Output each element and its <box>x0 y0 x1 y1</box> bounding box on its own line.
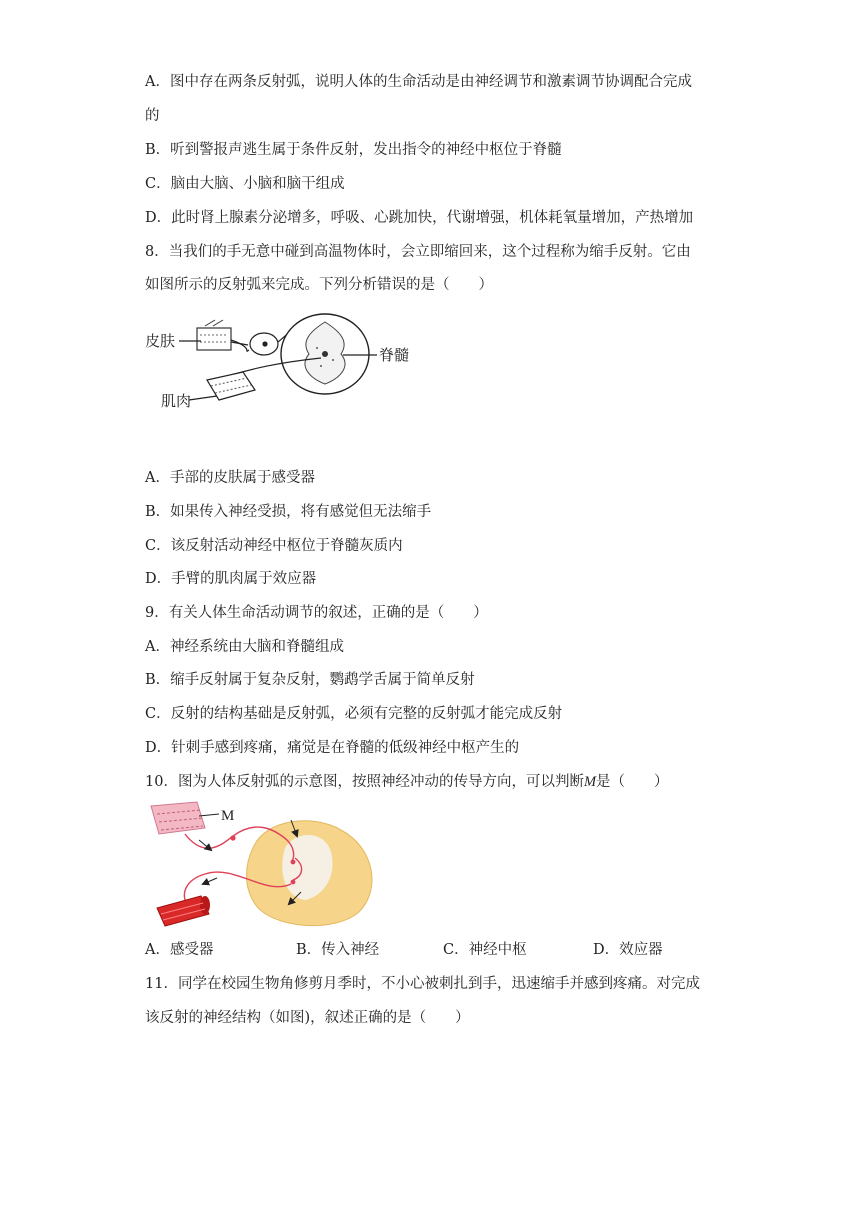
q9-stem: 9．有关人体生命活动调节的叙述，正确的是（ ） <box>145 605 488 621</box>
muscle-label: 肌肉 <box>161 392 192 410</box>
q10-options <box>145 940 725 960</box>
reflex-arc-figure-q8 <box>145 308 435 420</box>
reflex-arc-figure-q10 <box>145 800 385 930</box>
q10-stem-post: 是（ ） <box>596 774 669 790</box>
q10-option-b: B．传入神经 <box>296 942 380 958</box>
q10-stem-pre: 10．图为人体反射弧的示意图，按照神经冲动的传导方向，可以判断 <box>145 774 584 790</box>
q10-stem-variable: M <box>583 774 597 790</box>
skin-tissue-icon <box>151 802 205 834</box>
q7-option-c: C．脑由大脑、小脑和脑干组成 <box>145 176 345 192</box>
q9-option-b: B．缩手反射属于复杂反射，鹦鹉学舌属于简单反射 <box>145 672 475 688</box>
q8-stem-line2: 如图所示的反射弧来完成。下列分析错误的是（ ） <box>145 277 493 293</box>
q11-stem-line1: 11．同学在校园生物角修剪月季时，不小心被刺扎到手，迅速缩手并感到疼痛。对完成 <box>145 976 700 992</box>
q10-stem <box>145 772 669 792</box>
muscle-icon <box>157 896 210 926</box>
q8-option-a: A．手部的皮肤属于感受器 <box>145 470 315 486</box>
q10-option-d: D．效应器 <box>593 942 663 958</box>
q8-stem-line1: 8．当我们的手无意中碰到高温物体时，会立即缩回来，这个过程称为缩手反射。它由 <box>145 244 691 260</box>
q7-option-b: B．听到警报声逃生属于条件反射，发出指令的神经中枢位于脊髓 <box>145 142 562 158</box>
q11-stem-line2: 该反射的神经结构（如图)，叙述正确的是（ ） <box>145 1010 470 1026</box>
q7-option-a: A．图中存在两条反射弧，说明人体的生命活动是由神经调节和激素调节协调配合完成 <box>145 74 692 90</box>
q10-option-a: A．感受器 <box>145 942 214 958</box>
q9-option-d: D．针刺手感到疼痛，痛觉是在脊髓的低级神经中枢产生的 <box>145 740 520 756</box>
m-label: M <box>221 808 235 824</box>
q8-option-c: C．该反射活动神经中枢位于脊髓灰质内 <box>145 538 403 554</box>
spinal-cord-label: 脊髓 <box>379 346 410 364</box>
q9-option-a: A．神经系统由大脑和脊髓组成 <box>145 639 344 655</box>
skin-label: 皮肤 <box>145 332 176 350</box>
q7-option-a-continued: 的 <box>145 108 160 124</box>
q7-option-d: D．此时肾上腺素分泌增多，呼吸、心跳加快，代谢增强，机体耗氧量增加，产热增加 <box>145 210 694 226</box>
q8-option-b: B．如果传入神经受损，将有感觉但无法缩手 <box>145 504 432 520</box>
q9-option-c: C．反射的结构基础是反射弧，必须有完整的反射弧才能完成反射 <box>145 706 563 722</box>
skin-icon <box>197 320 231 350</box>
spinal-cord-icon <box>247 821 372 926</box>
q10-option-c: C．神经中枢 <box>443 942 527 958</box>
spinal-cord-icon <box>281 314 369 394</box>
q8-option-d: D．手臂的肌肉属于效应器 <box>145 571 317 587</box>
